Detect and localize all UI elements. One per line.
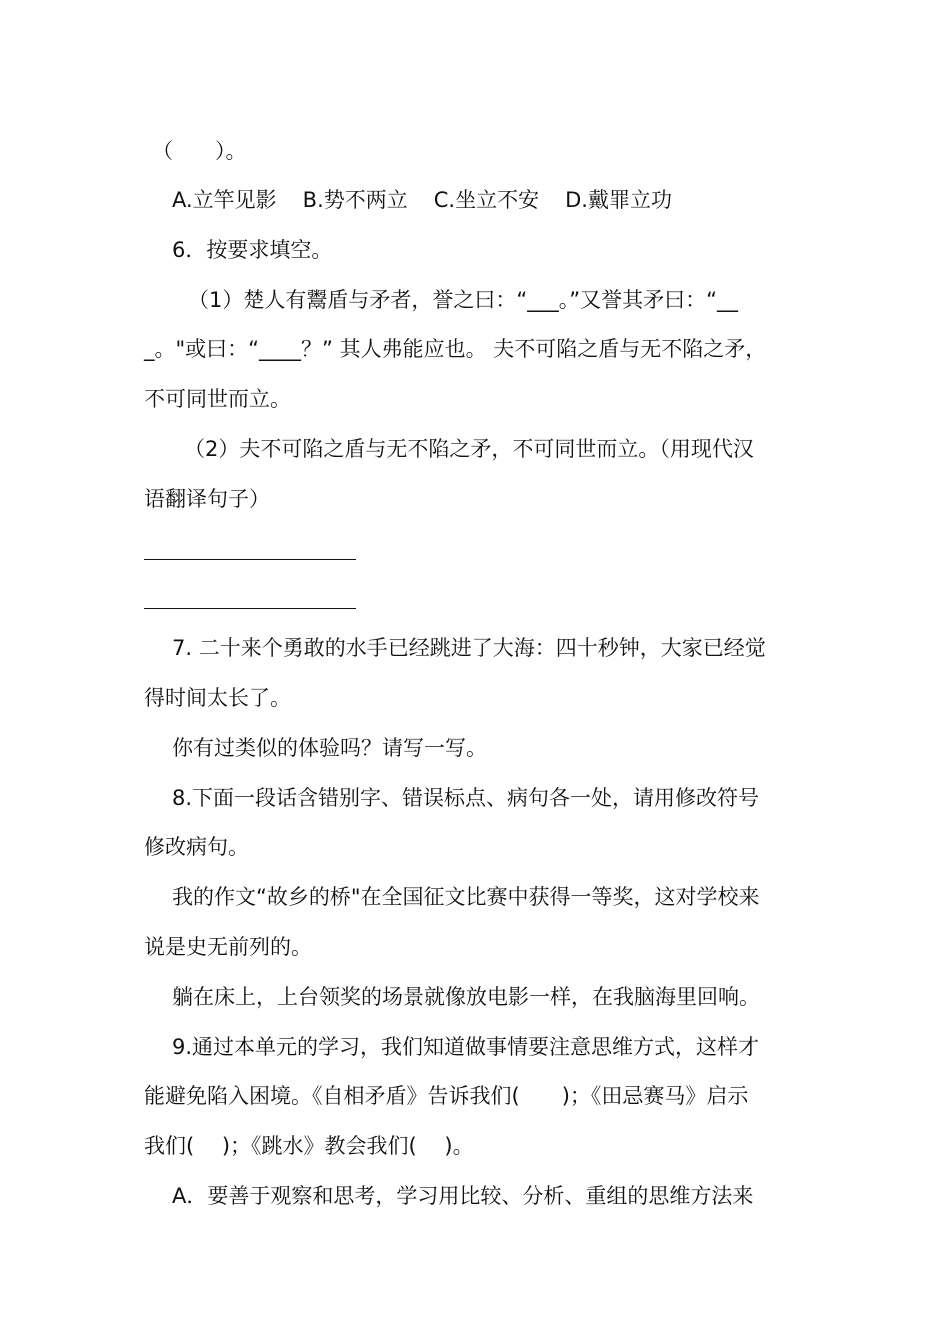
answer-line-2 bbox=[144, 608, 356, 609]
question-6-part1-line1: （1）楚人有鬻盾与矛者，誉之曰：“___。”又誉其矛曰：“__ bbox=[188, 288, 738, 312]
question-6-part1-line2: _。"或曰：“____？” 其人弗能应也。 夫不可陷之盾与无不陷之矛， bbox=[144, 337, 767, 361]
question-5-bracket: （ ）。 bbox=[152, 139, 247, 163]
question-9-option-a: A．要善于观察和思考，学习用比较、分析、重组的思维方法来 bbox=[172, 1184, 754, 1208]
option-b: B.势不两立 bbox=[302, 188, 408, 212]
option-d: D.戴罪立功 bbox=[565, 188, 672, 212]
question-6-part1-line3: 不可同世而立。 bbox=[144, 387, 291, 411]
question-8-line2: 修改病句。 bbox=[144, 835, 249, 859]
question-6-title: 6．按要求填空。 bbox=[172, 238, 333, 262]
question-6-part2-line2: 语翻译句子） bbox=[144, 487, 270, 511]
question-8-passage-line2: 说是史无前列的。 bbox=[144, 935, 312, 959]
answer-line-1 bbox=[144, 559, 356, 560]
question-5-options bbox=[172, 185, 812, 215]
question-6-part2-line1: （2）夫不可陷之盾与无不陷之矛，不可同世而立。（用现代汉 bbox=[184, 437, 754, 461]
option-a: A.立竿见影 bbox=[172, 188, 277, 212]
question-8-passage-line1: 我的作文“故乡的桥"在全国征文比赛中获得一等奖，这对学校来 bbox=[172, 885, 760, 909]
question-8-line1: 8.下面一段话含错别字、错误标点、病句各一处，请用修改符号 bbox=[172, 786, 760, 810]
question-7-prompt: 你有过类似的体验吗？请写一写。 bbox=[172, 736, 487, 760]
question-7-line1: 7. 二十来个勇敢的水手已经跳进了大海：四十秒钟，大家已经觉 bbox=[172, 636, 766, 660]
question-8-passage-line3: 躺在床上，上台领奖的场景就像放电影一样，在我脑海里回响。 bbox=[172, 985, 760, 1009]
question-9-line2: 能避免陷入困境。《自相矛盾》告诉我们( )；《田忌赛马》启示 bbox=[144, 1084, 749, 1108]
question-7-line2: 得时间太长了。 bbox=[144, 686, 291, 710]
question-9-line3: 我们( )；《跳水》教会我们( )。 bbox=[144, 1134, 474, 1158]
option-c: C.坐立不安 bbox=[433, 188, 540, 212]
question-9-line1: 9.通过本单元的学习，我们知道做事情要注意思维方式，这样才 bbox=[172, 1035, 760, 1059]
